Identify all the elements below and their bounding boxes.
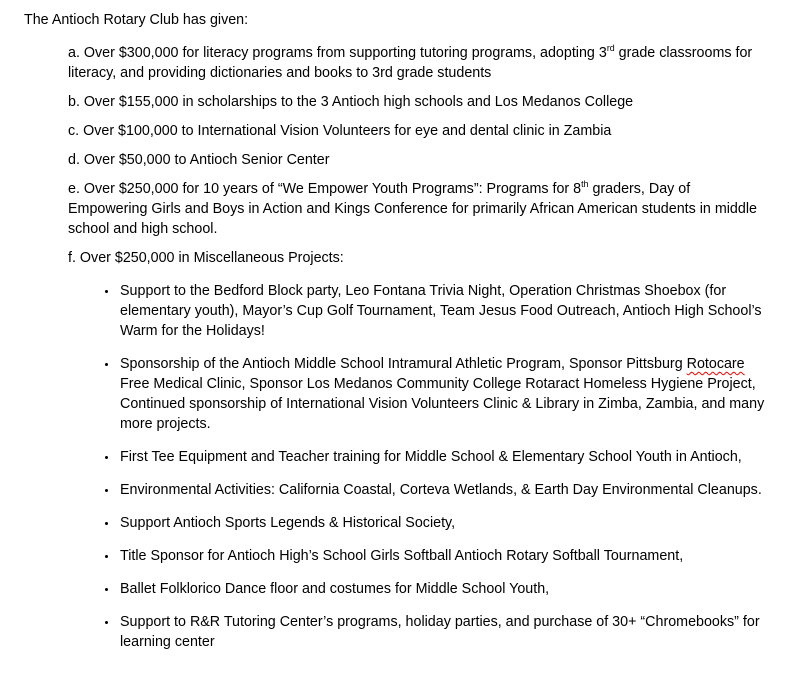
bullet-item [118,546,774,566]
text-run: e. [68,181,84,197]
text-run: Support to the Bedford Block party, Leo Fontana Trivia Night, Operation Christmas Shoebox (for elementary youth), Mayor’s Cup Golf Tournament, Team Jesus Food Outreach, Antioch High School’s Warm for the Holidays! [120,283,762,339]
misspelled-word: Rotocare [686,356,745,372]
bullet-list [74,281,774,652]
text-run: Over $250,000 in Miscellaneous Projects: [79,250,344,266]
text-run: Support to R&R Tutoring Center’s programs, holiday parties, and purchase of 30+ “Chromebooks” for learning center [120,614,760,650]
lettered-list [24,43,774,268]
text-run: Ballet Folklorico Dance floor and costumes for Middle School Youth, [120,581,550,597]
text-run: Environmental Activities: California Coastal, Corteva Wetlands, & Earth Day Environmental Cleanups. [120,482,762,498]
bullet-item [118,354,774,434]
text-run: Over $300,000 for literacy programs from supporting tutoring programs, adopting 3 [83,45,607,61]
text-run: c. [68,123,84,139]
text-run: Over $50,000 to Antioch Senior Center [83,152,330,168]
bullet-item [118,612,774,652]
superscript-text: th [581,179,589,190]
text-run: Sponsorship of the Antioch Middle School Intramural Athletic Program, Sponsor Pittsburg [120,356,687,372]
intro-line: The Antioch Rotary Club has given: [24,12,249,28]
lettered-item-a [68,43,768,83]
text-run: Free Medical Clinic, Sponsor Los Medanos Community College Rotaract Homeless Hygiene Project, Continued sponsorship of International Vision Volunteers Clinic & Library in Zimba, Zambia, and many more projects. [120,376,765,432]
text-run: a. [68,45,84,61]
bullet-item [118,480,774,500]
text-run: Over $250,000 for 10 years of “We Empower Youth Programs”: Programs for 8 [83,181,582,197]
text-run: f. [68,250,80,266]
bullet-item [118,513,774,533]
bullet-item [118,281,774,341]
superscript-text: rd [606,43,615,54]
bullet-item [118,579,774,599]
lettered-item-f [68,248,768,268]
text-run: Support Antioch Sports Legends & Historical Society, [120,515,456,531]
text-run: First Tee Equipment and Teacher training for Middle School & Elementary School Youth in Antioch, [120,449,742,465]
text-run: d. [68,152,84,168]
lettered-item-e [68,179,768,239]
text-run: graders, Day of Empowering Girls and Boys in Action and Kings Conference for primarily African American students in middle school and high school. [68,181,757,237]
lettered-item-b [68,92,768,112]
text-run: Over $155,000 in scholarships to the 3 Antioch high schools and Los Medanos College [83,94,634,110]
lettered-item-d [68,150,768,170]
lettered-item-c [68,121,768,141]
text-run: Over $100,000 to International Vision Volunteers for eye and dental clinic in Zambia [83,123,612,139]
text-run: Title Sponsor for Antioch High’s School Girls Softball Antioch Rotary Softball Tournament, [120,548,684,564]
text-run: b. [68,94,84,110]
text-run: grade classrooms for literacy, and providing dictionaries and books to 3rd grade students [68,45,753,81]
bullet-item [118,447,774,467]
